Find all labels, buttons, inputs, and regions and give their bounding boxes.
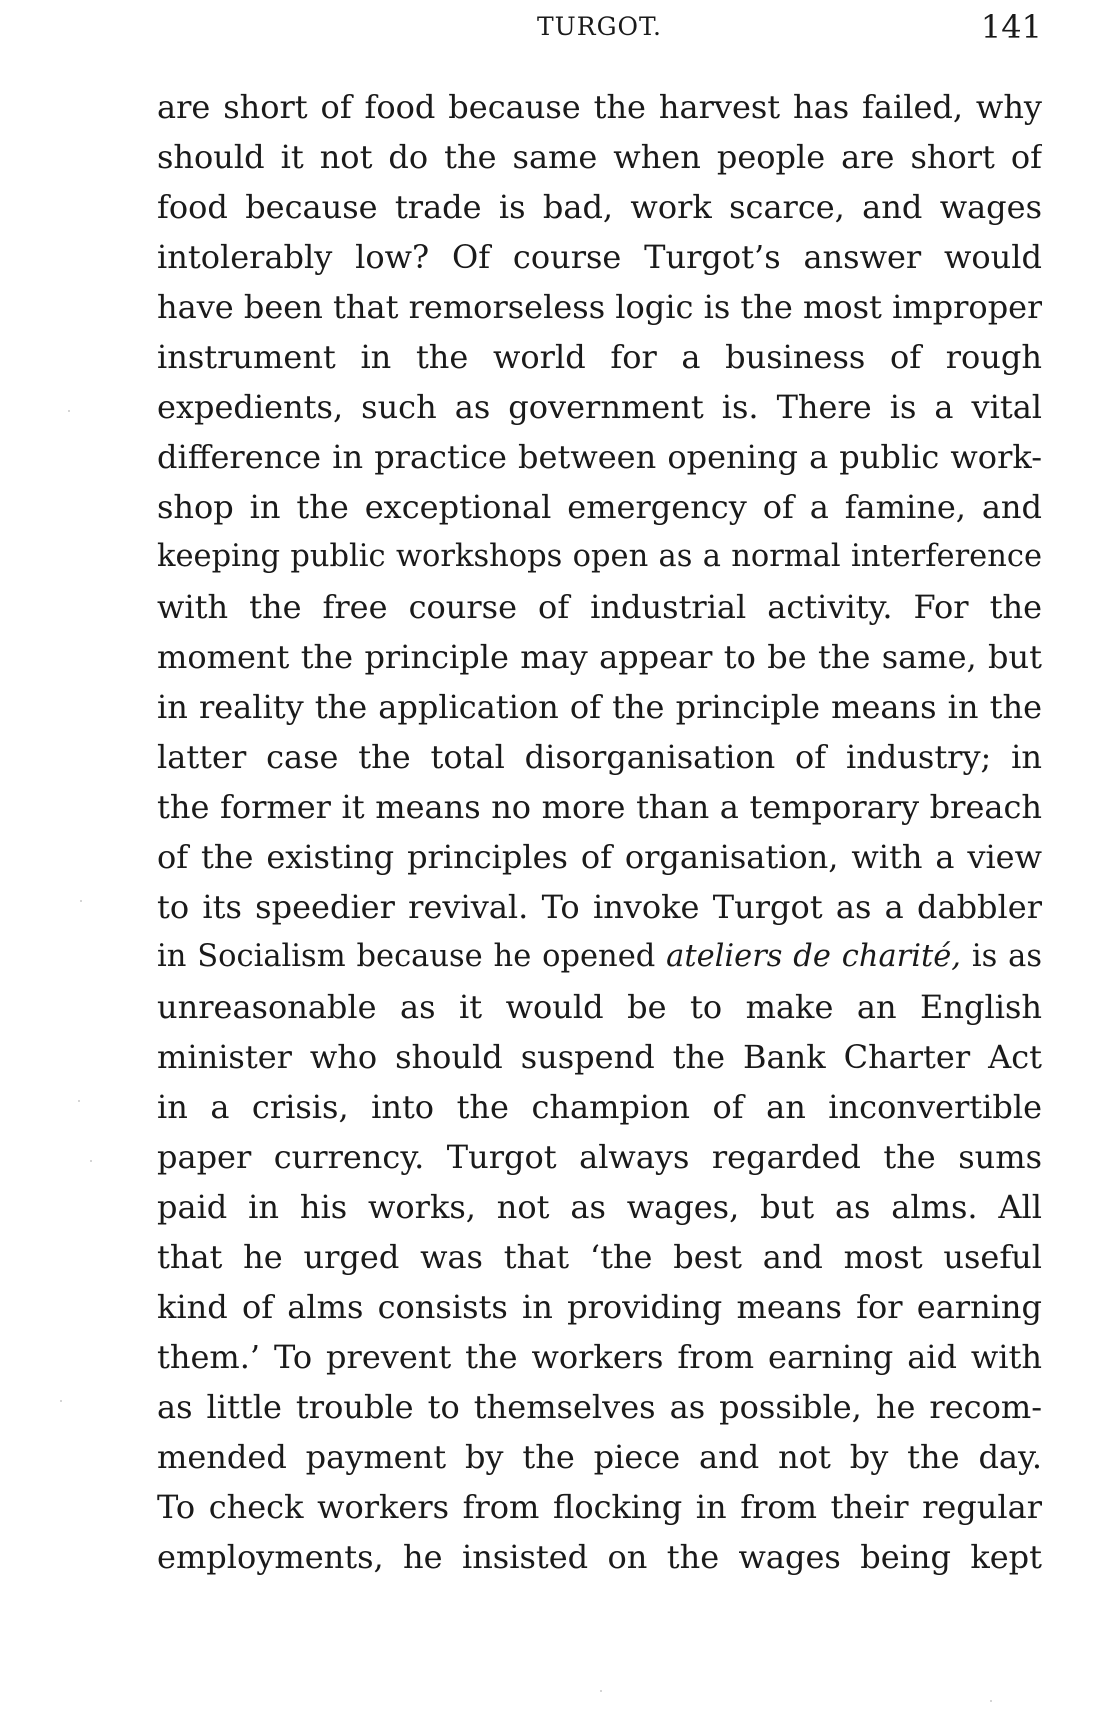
text-line: with the free course of industrial activity. For the bbox=[157, 588, 1042, 626]
text-line: minister who should suspend the Bank Charter Act bbox=[157, 1038, 1042, 1076]
text-line: difference in practice between opening a public work- bbox=[157, 438, 1042, 476]
text-line: the former it means no more than a temporary breach bbox=[157, 788, 1042, 826]
text-line: should it not do the same when people are short of bbox=[157, 138, 1042, 176]
scan-speck bbox=[990, 1700, 992, 1702]
text-segment: in Socialism because he opened bbox=[157, 939, 667, 974]
running-head bbox=[157, 8, 1042, 48]
text-line: paper currency. Turgot always regarded the sums bbox=[157, 1138, 1042, 1176]
scan-speck bbox=[68, 410, 70, 412]
running-title: TURGOT. bbox=[537, 12, 662, 41]
text-line: shop in the exceptional emergency of a famine, and bbox=[157, 488, 1042, 526]
text-line: in a crisis, into the champion of an inconvertible bbox=[157, 1088, 1042, 1126]
text-line: are short of food because the harvest has failed, why bbox=[157, 88, 1042, 126]
text-line: kind of alms consists in providing means for earning bbox=[157, 1288, 1042, 1326]
body-text bbox=[157, 82, 1042, 1582]
text-line: mended payment by the piece and not by the day. bbox=[157, 1438, 1042, 1476]
text-line: To check workers from flocking in from their regular bbox=[157, 1488, 1042, 1526]
scan-speck bbox=[600, 1690, 602, 1692]
italic-phrase: ateliers de charité, bbox=[666, 939, 962, 974]
scan-speck bbox=[78, 1100, 80, 1102]
scan-speck bbox=[60, 1400, 62, 1402]
text-line: as little trouble to themselves as possible, he recom- bbox=[157, 1388, 1042, 1426]
text-segment: is as bbox=[961, 939, 1042, 974]
text-line: paid in his works, not as wages, but as alms. All bbox=[157, 1188, 1042, 1226]
text-line: unreasonable as it would be to make an English bbox=[157, 988, 1042, 1026]
text-line: food because trade is bad, work scarce, and wages bbox=[157, 188, 1042, 226]
text-line: that he urged was that ‘the best and most useful bbox=[157, 1238, 1042, 1276]
text-line: in reality the application of the principle means in the bbox=[157, 688, 1042, 726]
scan-speck bbox=[90, 1160, 92, 1162]
scan-speck bbox=[80, 900, 82, 902]
text-line: latter case the total disorganisation of industry; in bbox=[157, 738, 1042, 776]
text-line: expedients, such as government is. There is a vital bbox=[157, 388, 1042, 426]
text-line: them.’ To prevent the workers from earning aid with bbox=[157, 1338, 1042, 1376]
text-line-with-italic bbox=[157, 932, 1042, 982]
text-line: to its speedier revival. To invoke Turgot as a dabbler bbox=[157, 888, 1042, 926]
text-line: have been that remorseless logic is the most improper bbox=[157, 288, 1042, 326]
text-line: keeping public workshops open as a normal interference bbox=[157, 539, 1042, 574]
text-line: employments, he insisted on the wages being kept bbox=[157, 1538, 1042, 1576]
page-number: 141 bbox=[980, 8, 1042, 46]
text-line: intolerably low? Of course Turgot’s answer would bbox=[157, 238, 1042, 276]
text-line: moment the principle may appear to be the same, but bbox=[157, 638, 1042, 676]
text-line: instrument in the world for a business of rough bbox=[157, 338, 1042, 376]
text-line: of the existing principles of organisation, with a view bbox=[157, 838, 1042, 876]
